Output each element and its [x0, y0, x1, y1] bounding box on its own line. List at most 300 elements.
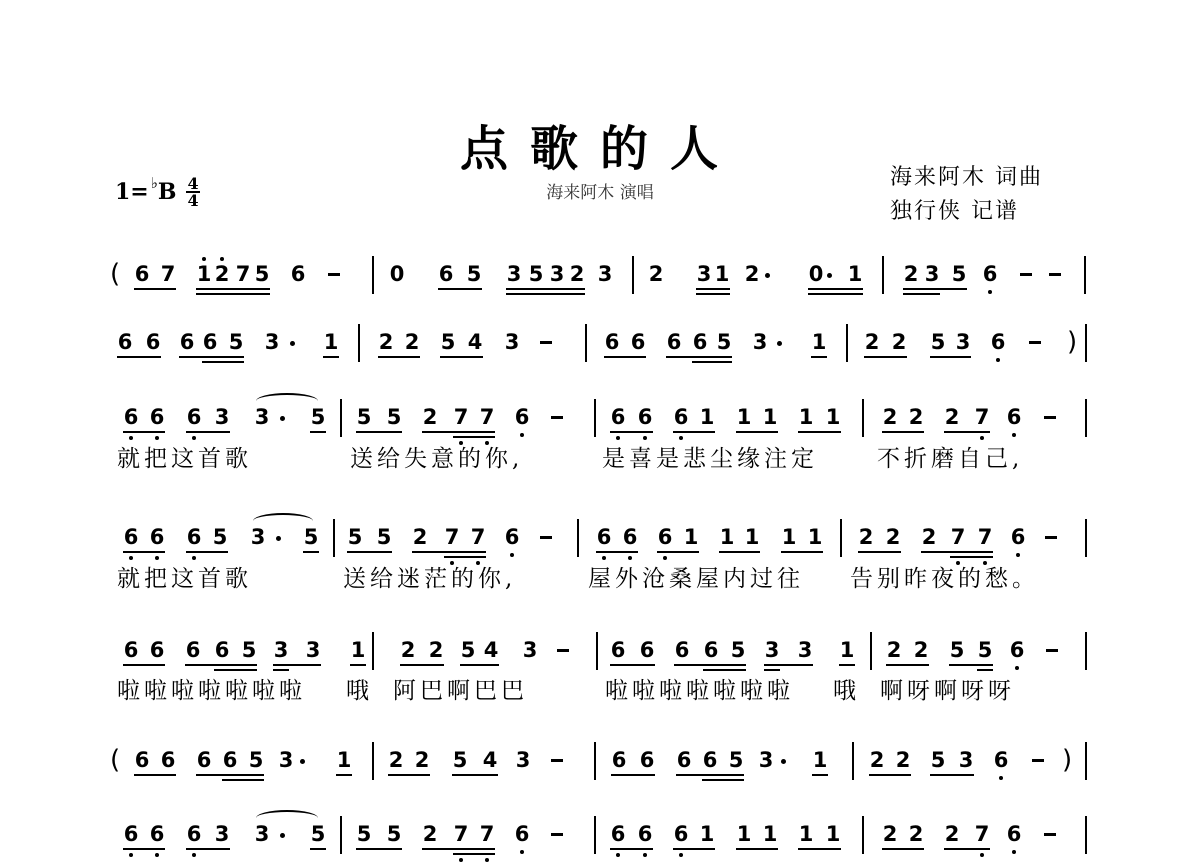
note-3: 3 [955, 330, 971, 354]
augmentation-dot [777, 341, 782, 346]
octave-dot-low [192, 436, 196, 440]
beam-underline [944, 431, 990, 433]
note-0: 0 [389, 262, 405, 286]
octave-dot-low [956, 561, 960, 565]
beam-underline [117, 356, 161, 358]
note-3: 3 [254, 822, 270, 846]
note-3: 3 [278, 748, 294, 772]
beam-underline [179, 356, 244, 358]
note-5: 5 [303, 525, 319, 549]
lyric-line: 不折磨自己, [877, 446, 1024, 472]
note-5: 5 [254, 262, 270, 286]
octave-dot-low [129, 556, 133, 560]
note-3: 3 [958, 748, 974, 772]
note-1: 1 [781, 525, 797, 549]
repeat-paren-open: ( [110, 745, 121, 775]
page-title: 点歌的人 [459, 121, 740, 177]
beam-underline [781, 551, 823, 553]
note-2: 2 [422, 405, 438, 429]
octave-dot-low [616, 436, 620, 440]
octave-dot-low [192, 556, 196, 560]
note-4: 4 [467, 330, 483, 354]
note-5: 5 [386, 822, 402, 846]
beam-underline [674, 664, 746, 666]
beam-underline [347, 551, 392, 553]
note-5: 5 [310, 822, 326, 846]
note-5: 5 [356, 405, 372, 429]
note-2: 2 [214, 262, 230, 286]
note-1: 1 [811, 330, 827, 354]
sustain-dash [1044, 416, 1056, 419]
beam-underline [134, 288, 176, 290]
beam-underline [604, 356, 646, 358]
note-6: 6 [676, 748, 692, 772]
beam-underline [123, 664, 165, 666]
tie-slur [253, 513, 313, 529]
sustain-dash [328, 273, 340, 276]
note-4: 4 [483, 638, 499, 662]
note-2: 2 [648, 262, 664, 286]
beam-underline [310, 431, 326, 433]
note-6: 6 [123, 638, 139, 662]
beam-underline-double [222, 779, 264, 781]
beam-underline-double [202, 361, 244, 363]
beam-underline [323, 356, 339, 358]
note-5: 5 [716, 330, 732, 354]
note-5: 5 [241, 638, 257, 662]
octave-dot-low [980, 436, 984, 440]
note-6: 6 [149, 822, 165, 846]
repeat-paren-close: ) [1067, 327, 1078, 357]
beam-underline [186, 431, 230, 433]
lyric-line: 哦 [346, 678, 373, 704]
sustain-dash [1029, 341, 1041, 344]
octave-dot-high [202, 257, 206, 261]
note-1: 1 [762, 822, 778, 846]
octave-dot-low [155, 853, 159, 857]
note-7: 7 [977, 525, 993, 549]
note-1: 1 [196, 262, 212, 286]
augmentation-dot [290, 341, 295, 346]
note-6: 6 [610, 822, 626, 846]
note-0: 0 [808, 262, 824, 286]
octave-dot-low [476, 561, 480, 565]
note-1: 1 [812, 748, 828, 772]
octave-dot-low [1015, 666, 1019, 670]
note-5: 5 [452, 748, 468, 772]
note-1: 1 [323, 330, 339, 354]
octave-dot-low [996, 358, 1000, 362]
beam-underline [460, 664, 499, 666]
octave-dot-low [155, 556, 159, 560]
beam-underline [798, 431, 841, 433]
beam-underline [930, 356, 971, 358]
note-6: 6 [514, 822, 530, 846]
note-7: 7 [974, 405, 990, 429]
beam-underline [949, 664, 993, 666]
beam-underline [123, 551, 165, 553]
bar-line [1085, 519, 1087, 557]
note-5: 5 [356, 822, 372, 846]
octave-dot-low [459, 858, 463, 862]
beam-underline [422, 431, 495, 433]
bar-line [840, 519, 842, 557]
note-6: 6 [674, 638, 690, 662]
octave-dot-low [1012, 850, 1016, 854]
lyric-line: 就把这首歌 [117, 446, 252, 472]
note-6: 6 [186, 822, 202, 846]
note-2: 2 [913, 638, 929, 662]
beam-underline [412, 551, 486, 553]
beam-underline [186, 551, 228, 553]
octave-dot-low [192, 853, 196, 857]
note-2: 2 [882, 405, 898, 429]
lyric-line: 啦啦啦啦啦啦啦 [117, 678, 306, 704]
performer-credit: 海来阿木 演唱 [546, 183, 654, 203]
note-6: 6 [222, 748, 238, 772]
note-7: 7 [235, 262, 251, 286]
bar-line [333, 519, 335, 557]
note-6: 6 [1010, 525, 1026, 549]
note-6: 6 [622, 525, 638, 549]
note-5: 5 [347, 525, 363, 549]
note-3: 3 [797, 638, 813, 662]
bar-line [1085, 816, 1087, 854]
beam-underline [666, 356, 732, 358]
note-2: 2 [908, 822, 924, 846]
beam-underline-double [950, 556, 993, 558]
octave-dot-low [485, 858, 489, 862]
note-5: 5 [228, 330, 244, 354]
sustain-dash [1049, 273, 1061, 276]
beam-underline [812, 774, 828, 776]
note-3: 3 [522, 638, 538, 662]
note-6: 6 [290, 262, 306, 286]
note-3: 3 [250, 525, 266, 549]
octave-dot-low [679, 436, 683, 440]
note-3: 3 [764, 638, 780, 662]
bar-line [882, 256, 884, 294]
beam-underline-double [696, 293, 730, 295]
beam-underline [196, 288, 270, 290]
lyric-line: 哦 [833, 678, 860, 704]
sustain-dash [1032, 759, 1044, 762]
octave-dot-low [999, 776, 1003, 780]
note-1: 1 [762, 405, 778, 429]
note-6: 6 [160, 748, 176, 772]
note-6: 6 [692, 330, 708, 354]
beam-underline-double [764, 669, 780, 671]
octave-dot-low [988, 290, 992, 294]
note-6: 6 [196, 748, 212, 772]
tie-slur [256, 810, 318, 826]
note-6: 6 [145, 330, 161, 354]
lyric-line: 啊呀啊呀呀 [880, 678, 1015, 704]
bar-line [852, 742, 854, 780]
beam-underline-double [444, 556, 486, 558]
augmentation-dot [280, 416, 285, 421]
note-6: 6 [186, 525, 202, 549]
note-1: 1 [744, 525, 760, 549]
bar-line [1085, 742, 1087, 780]
bar-line [372, 256, 374, 294]
beam-underline [336, 774, 352, 776]
note-2: 2 [404, 330, 420, 354]
note-3: 3 [254, 405, 270, 429]
lyric-line: 是喜是悲尘缘注定 [602, 446, 818, 472]
octave-dot-low [663, 556, 667, 560]
augmentation-dot [300, 759, 305, 764]
note-6: 6 [596, 525, 612, 549]
sustain-dash [1020, 273, 1032, 276]
octave-dot-low [643, 436, 647, 440]
bar-line [594, 816, 596, 854]
note-6: 6 [149, 525, 165, 549]
bar-line [577, 519, 579, 557]
beam-underline-double [506, 293, 585, 295]
note-5: 5 [376, 525, 392, 549]
beam-underline-double [214, 669, 257, 671]
note-3: 3 [214, 822, 230, 846]
bar-line [870, 632, 872, 670]
bar-line [594, 399, 596, 437]
octave-dot-low [520, 850, 524, 854]
time-signature [186, 176, 199, 208]
note-5: 5 [949, 638, 965, 662]
beam-underline [808, 288, 863, 290]
beam-underline [764, 664, 813, 666]
beam-underline [657, 551, 699, 553]
beam-underline [452, 774, 498, 776]
note-3: 3 [924, 262, 940, 286]
note-6: 6 [186, 405, 202, 429]
note-1: 1 [798, 405, 814, 429]
note-6: 6 [185, 638, 201, 662]
note-3: 3 [273, 638, 289, 662]
sustain-dash [540, 536, 552, 539]
octave-dot-low [616, 853, 620, 857]
sustain-dash [557, 649, 569, 652]
note-1: 1 [683, 525, 699, 549]
octave-dot-low [520, 433, 524, 437]
note-5: 5 [386, 405, 402, 429]
beam-underline [440, 356, 483, 358]
note-6: 6 [637, 405, 653, 429]
octave-dot-low [602, 556, 606, 560]
sustain-dash [540, 341, 552, 344]
note-1: 1 [736, 405, 752, 429]
note-6: 6 [982, 262, 998, 286]
beam-underline [673, 431, 715, 433]
note-2: 2 [891, 330, 907, 354]
beam-underline [610, 664, 655, 666]
note-6: 6 [123, 822, 139, 846]
note-3: 3 [214, 405, 230, 429]
note-5: 5 [930, 330, 946, 354]
key-prefix: 1= [115, 179, 149, 205]
note-2: 2 [944, 405, 960, 429]
beam-underline [350, 664, 366, 666]
octave-dot-low [980, 853, 984, 857]
note-5: 5 [248, 748, 264, 772]
note-6: 6 [123, 525, 139, 549]
note-2: 2 [412, 525, 428, 549]
beam-underline [506, 288, 585, 290]
beam-underline-double [692, 361, 732, 363]
composer-credit: 海来阿木 词曲 [890, 165, 1043, 190]
beam-underline [869, 774, 911, 776]
beam-underline [611, 774, 655, 776]
beam-underline [273, 664, 321, 666]
note-6: 6 [673, 405, 689, 429]
note-3: 3 [305, 638, 321, 662]
beam-underline [676, 774, 744, 776]
beam-underline [696, 288, 730, 290]
note-6: 6 [1009, 638, 1025, 662]
note-6: 6 [702, 748, 718, 772]
note-1: 1 [736, 822, 752, 846]
lyric-line: 送给迷茫的你, [343, 566, 517, 592]
note-7: 7 [470, 525, 486, 549]
beam-underline-double [196, 293, 270, 295]
note-6: 6 [610, 638, 626, 662]
beam-underline [930, 774, 974, 776]
beam-underline-double [808, 293, 863, 295]
note-7: 7 [479, 405, 495, 429]
bar-line [340, 816, 342, 854]
lyric-line: 啦啦啦啦啦啦啦 [605, 678, 794, 704]
bar-line [846, 324, 848, 362]
time-signature-bottom: 4 [187, 191, 199, 210]
note-2: 2 [908, 405, 924, 429]
beam-underline [719, 551, 760, 553]
note-5: 5 [460, 638, 476, 662]
note-2: 2 [903, 262, 919, 286]
bar-line [862, 399, 864, 437]
note-7: 7 [974, 822, 990, 846]
note-6: 6 [990, 330, 1006, 354]
tie-slur [256, 393, 318, 409]
note-6: 6 [610, 405, 626, 429]
beam-underline [882, 431, 924, 433]
note-6: 6 [666, 330, 682, 354]
bar-line [1085, 324, 1087, 362]
sustain-dash [551, 833, 563, 836]
note-6: 6 [604, 330, 620, 354]
beam-underline [378, 356, 420, 358]
note-3: 3 [696, 262, 712, 286]
beam-underline [400, 664, 444, 666]
note-6: 6 [1006, 405, 1022, 429]
note-6: 6 [504, 525, 520, 549]
key-signature [115, 176, 200, 208]
note-7: 7 [479, 822, 495, 846]
note-2: 2 [744, 262, 760, 286]
key-note: B [157, 179, 177, 205]
octave-dot-low [155, 436, 159, 440]
note-6: 6 [149, 405, 165, 429]
note-6: 6 [134, 748, 150, 772]
sustain-dash [551, 416, 563, 419]
note-2: 2 [885, 525, 901, 549]
note-6: 6 [214, 638, 230, 662]
beam-underline-double [702, 779, 744, 781]
note-5: 5 [466, 262, 482, 286]
bar-line [862, 816, 864, 854]
beam-underline [921, 551, 993, 553]
note-6: 6 [639, 748, 655, 772]
note-6: 6 [657, 525, 673, 549]
note-2: 2 [864, 330, 880, 354]
note-3: 3 [752, 330, 768, 354]
repeat-paren-open: ( [110, 259, 121, 289]
beam-underline [858, 551, 901, 553]
octave-dot-low [129, 436, 133, 440]
sustain-dash [1046, 649, 1058, 652]
note-5: 5 [930, 748, 946, 772]
lyric-line: 就把这首歌 [117, 566, 252, 592]
bar-line [594, 742, 596, 780]
beam-underline-double [703, 669, 746, 671]
lyric-line: 屋外沧桑屋内过往 [588, 566, 804, 592]
note-5: 5 [440, 330, 456, 354]
note-6: 6 [630, 330, 646, 354]
sustain-dash [1045, 536, 1057, 539]
augmentation-dot [781, 759, 786, 764]
note-1: 1 [719, 525, 735, 549]
lyric-line: 告别昨夜的愁。 [850, 566, 1039, 592]
note-2: 2 [921, 525, 937, 549]
note-1: 1 [839, 638, 855, 662]
note-6: 6 [149, 638, 165, 662]
note-7: 7 [453, 822, 469, 846]
note-2: 2 [378, 330, 394, 354]
note-2: 2 [858, 525, 874, 549]
sustain-dash [1044, 833, 1056, 836]
note-1: 1 [807, 525, 823, 549]
beam-underline [196, 774, 264, 776]
note-6: 6 [134, 262, 150, 286]
note-7: 7 [453, 405, 469, 429]
note-6: 6 [1006, 822, 1022, 846]
note-1: 1 [847, 262, 863, 286]
note-3: 3 [597, 262, 613, 286]
beam-underline-double [977, 669, 993, 671]
note-5: 5 [528, 262, 544, 286]
note-5: 5 [728, 748, 744, 772]
note-3: 3 [504, 330, 520, 354]
sustain-dash [551, 759, 563, 762]
note-2: 2 [414, 748, 430, 772]
note-6: 6 [202, 330, 218, 354]
note-6: 6 [514, 405, 530, 429]
octave-dot-high [220, 257, 224, 261]
beam-underline [596, 551, 638, 553]
bar-line [358, 324, 360, 362]
beam-underline [839, 664, 855, 666]
beam-underline [303, 551, 319, 553]
note-3: 3 [758, 748, 774, 772]
note-6: 6 [637, 822, 653, 846]
beam-underline [438, 288, 482, 290]
time-signature-top: 4 [187, 174, 199, 193]
beam-underline [185, 664, 257, 666]
augmentation-dot [765, 273, 770, 278]
note-3: 3 [549, 262, 565, 286]
note-5: 5 [951, 262, 967, 286]
octave-dot-low [510, 553, 514, 557]
beam-underline-double [453, 436, 495, 438]
